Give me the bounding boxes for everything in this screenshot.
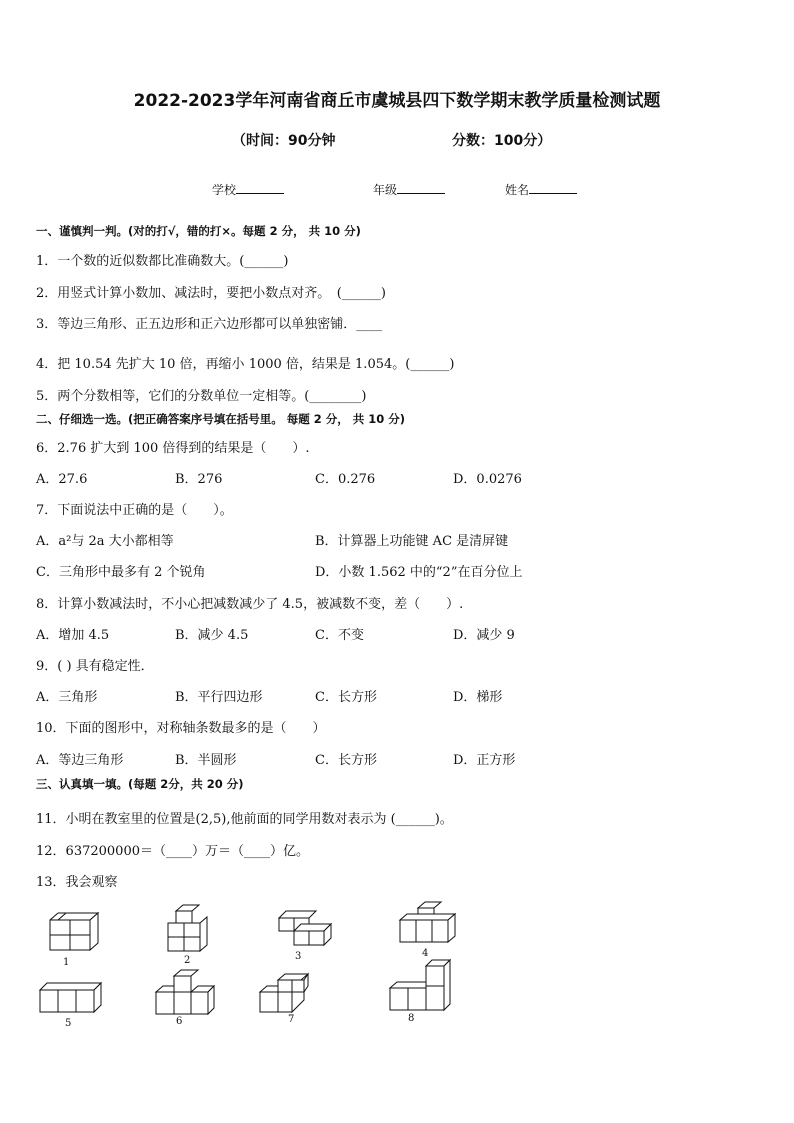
section1-heading: 一、谨慎判一判。(对的打√，错的打×。每题 2 分， 共 10 分) xyxy=(36,224,361,238)
cube-figure-2 xyxy=(164,910,214,956)
q6-option-a: A．27.6 xyxy=(36,472,88,487)
question-11: 11．小明在教室里的位置是(2,5),他前面的同学用数对表示为 (______)。 xyxy=(36,812,453,827)
cube-figure-8 xyxy=(388,962,452,1016)
exam-score: 分数：100分） xyxy=(452,133,552,149)
name-field xyxy=(505,181,577,198)
cube-figure-1 xyxy=(44,912,104,956)
school-field xyxy=(212,181,284,198)
figure-label-6: 6 xyxy=(176,1016,183,1027)
q8-option-a: A．增加 4.5 xyxy=(36,628,110,643)
figure-label-3: 3 xyxy=(295,951,302,962)
q10-option-d: D．正方形 xyxy=(453,753,516,768)
q10-option-b: B．半圆形 xyxy=(175,753,237,768)
exam-time: （时间：90分钟 xyxy=(232,133,336,149)
school-label: 学校 xyxy=(212,183,237,197)
figure-label-1: 1 xyxy=(63,957,70,968)
q10-option-c: C．长方形 xyxy=(315,753,377,768)
q9-option-d: D．梯形 xyxy=(453,690,503,705)
figure-label-8: 8 xyxy=(408,1013,415,1024)
q8-option-d: D．减少 9 xyxy=(453,628,515,643)
figure-label-2: 2 xyxy=(184,955,191,966)
section3-heading: 三、认真填一填。(每题 2分，共 20 分) xyxy=(36,777,244,791)
question-5: 5．两个分数相等，它们的分数单位一定相等。(________) xyxy=(36,389,367,404)
question-2: 2．用竖式计算小数加、减法时，要把小数点对齐。 (______) xyxy=(36,286,386,301)
q6-option-d: D．0.0276 xyxy=(453,472,522,487)
grade-field xyxy=(373,181,445,198)
question-6: 6．2.76 扩大到 100 倍得到的结果是（ ）. xyxy=(36,441,310,456)
name-blank[interactable] xyxy=(529,181,577,194)
q8-option-b: B．减少 4.5 xyxy=(175,628,249,643)
q10-option-a: A．等边三角形 xyxy=(36,753,124,768)
cube-figure-4 xyxy=(398,906,464,948)
q9-option-a: A．三角形 xyxy=(36,690,98,705)
cube-figure-3 xyxy=(276,910,336,950)
question-13: 13．我会观察 xyxy=(36,875,118,890)
grade-blank[interactable] xyxy=(397,181,445,194)
question-4: 4．把 10.54 先扩大 10 倍，再缩小 1000 倍，结果是 1.054。(______) xyxy=(36,357,455,372)
q7-option-a: A．a²与 2a 大小都相等 xyxy=(36,534,174,549)
question-8: 8．计算小数减法时，不小心把减数减少了 4.5，被减数不变，差（ ）. xyxy=(36,597,464,612)
figure-label-7: 7 xyxy=(288,1014,295,1025)
exam-title: 2022-2023学年河南省商丘市虞城县四下数学期末教学质量检测试题 xyxy=(133,91,661,111)
q6-option-c: C．0.276 xyxy=(315,472,376,487)
school-blank[interactable] xyxy=(236,181,284,194)
q7-option-d: D．小数 1.562 中的“2”在百分位上 xyxy=(315,565,523,580)
q6-option-b: B．276 xyxy=(175,472,223,487)
cube-figure-6 xyxy=(154,970,216,1020)
q9-option-c: C．长方形 xyxy=(315,690,377,705)
question-9: 9．( ) 具有稳定性． xyxy=(36,659,154,674)
q9-option-b: B．平行四边形 xyxy=(175,690,263,705)
section2-heading: 二、仔细选一选。(把正确答案序号填在括号里。 每题 2 分， 共 10 分) xyxy=(36,412,406,426)
question-1: 1．一个数的近似数都比准确数大。(______) xyxy=(36,254,289,269)
q7-option-c: C．三角形中最多有 2 个锐角 xyxy=(36,565,206,580)
cube-figure-7 xyxy=(258,974,318,1018)
name-label: 姓名 xyxy=(505,183,530,197)
cube-figure-5 xyxy=(38,982,104,1018)
question-7: 7．下面说法中正确的是（ ）。 xyxy=(36,503,233,518)
q7-option-b: B．计算器上功能键 AC 是清屏键 xyxy=(315,534,509,549)
question-12: 12．637200000＝（____）万＝（____）亿。 xyxy=(36,844,309,859)
figure-label-5: 5 xyxy=(65,1018,72,1029)
question-3: 3．等边三角形、正五边形和正六边形都可以单独密铺．____ xyxy=(36,317,383,332)
grade-label: 年级 xyxy=(373,183,398,197)
question-10: 10．下面的图形中，对称轴条数最多的是（ ） xyxy=(36,721,326,736)
figure-label-4: 4 xyxy=(422,948,429,959)
q8-option-c: C．不变 xyxy=(315,628,364,643)
